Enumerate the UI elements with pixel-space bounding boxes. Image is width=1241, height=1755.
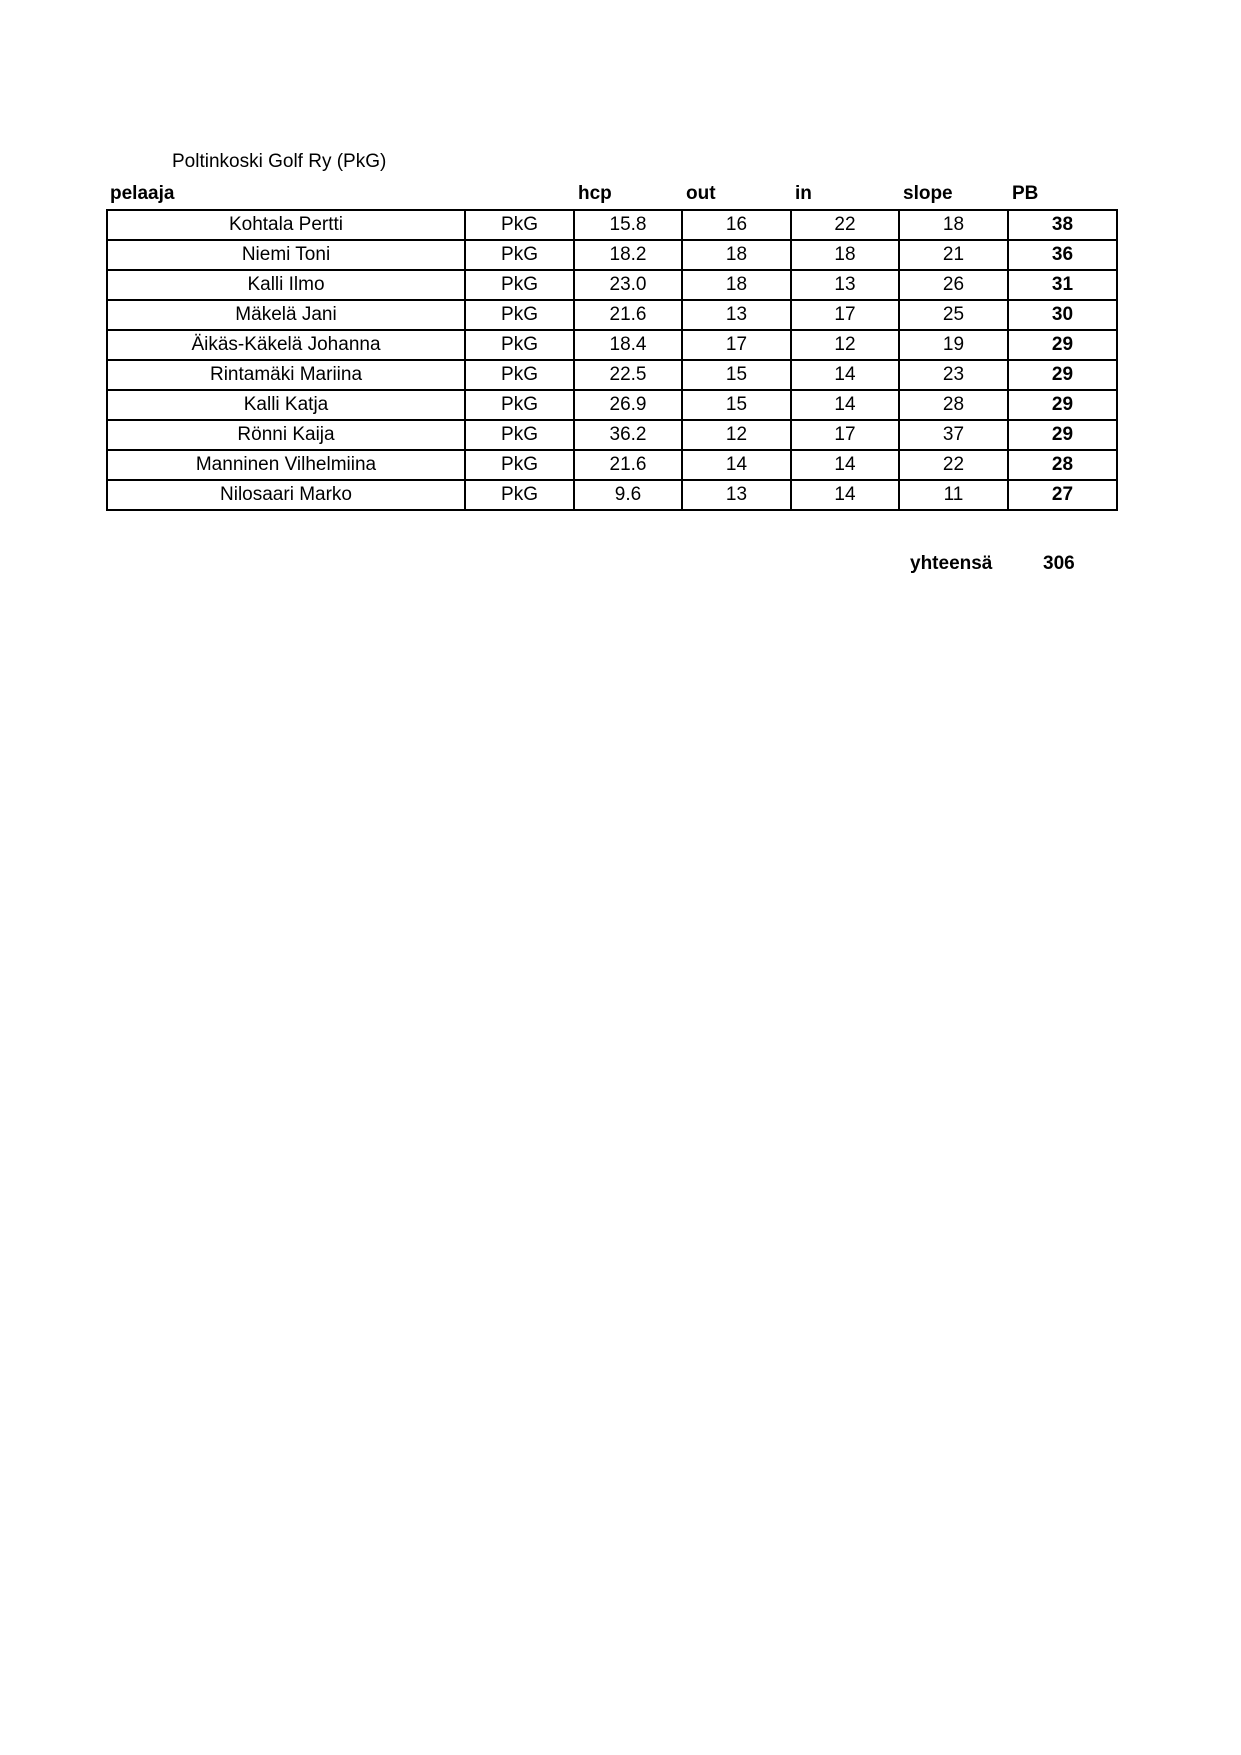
- cell-in: 17: [791, 300, 899, 330]
- table-row: [107, 270, 1117, 300]
- cell-hcp: 21.6: [574, 450, 682, 480]
- cell-out: 15: [682, 360, 791, 390]
- cell-slope: 28: [899, 390, 1008, 420]
- cell-pb: 38: [1008, 210, 1117, 240]
- cell-slope: 19: [899, 330, 1008, 360]
- cell-hcp: 36.2: [574, 420, 682, 450]
- table-row: [107, 390, 1117, 420]
- header-in: in: [795, 183, 812, 204]
- document-title: Poltinkoski Golf Ry (PkG): [172, 151, 387, 172]
- cell-player-name: Niemi Toni: [107, 240, 465, 270]
- cell-pb: 36: [1008, 240, 1117, 270]
- table-row: [107, 450, 1117, 480]
- cell-slope: 37: [899, 420, 1008, 450]
- cell-club: PkG: [465, 330, 574, 360]
- table-row: [107, 360, 1117, 390]
- cell-player-name: Äikäs-Käkelä Johanna: [107, 330, 465, 360]
- cell-in: 22: [791, 210, 899, 240]
- cell-in: 14: [791, 360, 899, 390]
- cell-out: 14: [682, 450, 791, 480]
- cell-slope: 25: [899, 300, 1008, 330]
- cell-slope: 18: [899, 210, 1008, 240]
- cell-player-name: Nilosaari Marko: [107, 480, 465, 510]
- cell-out: 12: [682, 420, 791, 450]
- cell-slope: 22: [899, 450, 1008, 480]
- header-out: out: [686, 183, 716, 204]
- cell-hcp: 18.4: [574, 330, 682, 360]
- column-header-row: [106, 182, 1115, 206]
- table-body: [107, 210, 1117, 510]
- cell-slope: 11: [899, 480, 1008, 510]
- table-row: [107, 480, 1117, 510]
- cell-club: PkG: [465, 240, 574, 270]
- cell-club: PkG: [465, 450, 574, 480]
- cell-out: 16: [682, 210, 791, 240]
- cell-player-name: Mäkelä Jani: [107, 300, 465, 330]
- cell-player-name: Rintamäki Mariina: [107, 360, 465, 390]
- cell-out: 18: [682, 240, 791, 270]
- cell-club: PkG: [465, 270, 574, 300]
- cell-pb: 30: [1008, 300, 1117, 330]
- cell-in: 13: [791, 270, 899, 300]
- cell-in: 14: [791, 480, 899, 510]
- cell-pb: 31: [1008, 270, 1117, 300]
- cell-pb: 29: [1008, 330, 1117, 360]
- cell-hcp: 15.8: [574, 210, 682, 240]
- cell-out: 15: [682, 390, 791, 420]
- cell-out: 13: [682, 300, 791, 330]
- cell-club: PkG: [465, 300, 574, 330]
- cell-hcp: 9.6: [574, 480, 682, 510]
- cell-in: 12: [791, 330, 899, 360]
- cell-slope: 23: [899, 360, 1008, 390]
- header-pb: PB: [1012, 183, 1039, 204]
- cell-out: 13: [682, 480, 791, 510]
- header-player: pelaaja: [110, 183, 175, 204]
- cell-player-name: Kalli Katja: [107, 390, 465, 420]
- table-row: [107, 240, 1117, 270]
- results-table: [106, 209, 1118, 511]
- table-row: [107, 210, 1117, 240]
- cell-club: PkG: [465, 210, 574, 240]
- cell-hcp: 21.6: [574, 300, 682, 330]
- cell-hcp: 22.5: [574, 360, 682, 390]
- cell-in: 18: [791, 240, 899, 270]
- cell-club: PkG: [465, 390, 574, 420]
- cell-pb: 27: [1008, 480, 1117, 510]
- cell-in: 17: [791, 420, 899, 450]
- total-label: yhteensä: [910, 553, 993, 574]
- cell-slope: 21: [899, 240, 1008, 270]
- cell-in: 14: [791, 390, 899, 420]
- cell-pb: 29: [1008, 360, 1117, 390]
- table-row: [107, 420, 1117, 450]
- cell-club: PkG: [465, 420, 574, 450]
- cell-player-name: Kohtala Pertti: [107, 210, 465, 240]
- cell-player-name: Manninen Vilhelmiina: [107, 450, 465, 480]
- cell-club: PkG: [465, 360, 574, 390]
- cell-hcp: 18.2: [574, 240, 682, 270]
- cell-pb: 29: [1008, 390, 1117, 420]
- cell-out: 17: [682, 330, 791, 360]
- cell-pb: 29: [1008, 420, 1117, 450]
- cell-hcp: 26.9: [574, 390, 682, 420]
- header-slope: slope: [903, 183, 953, 204]
- cell-hcp: 23.0: [574, 270, 682, 300]
- cell-in: 14: [791, 450, 899, 480]
- header-hcp: hcp: [578, 183, 612, 204]
- cell-out: 18: [682, 270, 791, 300]
- cell-club: PkG: [465, 480, 574, 510]
- table-row: [107, 330, 1117, 360]
- table-row: [107, 300, 1117, 330]
- cell-slope: 26: [899, 270, 1008, 300]
- cell-player-name: Rönni Kaija: [107, 420, 465, 450]
- total-value: 306: [1043, 553, 1075, 574]
- cell-player-name: Kalli Ilmo: [107, 270, 465, 300]
- cell-pb: 28: [1008, 450, 1117, 480]
